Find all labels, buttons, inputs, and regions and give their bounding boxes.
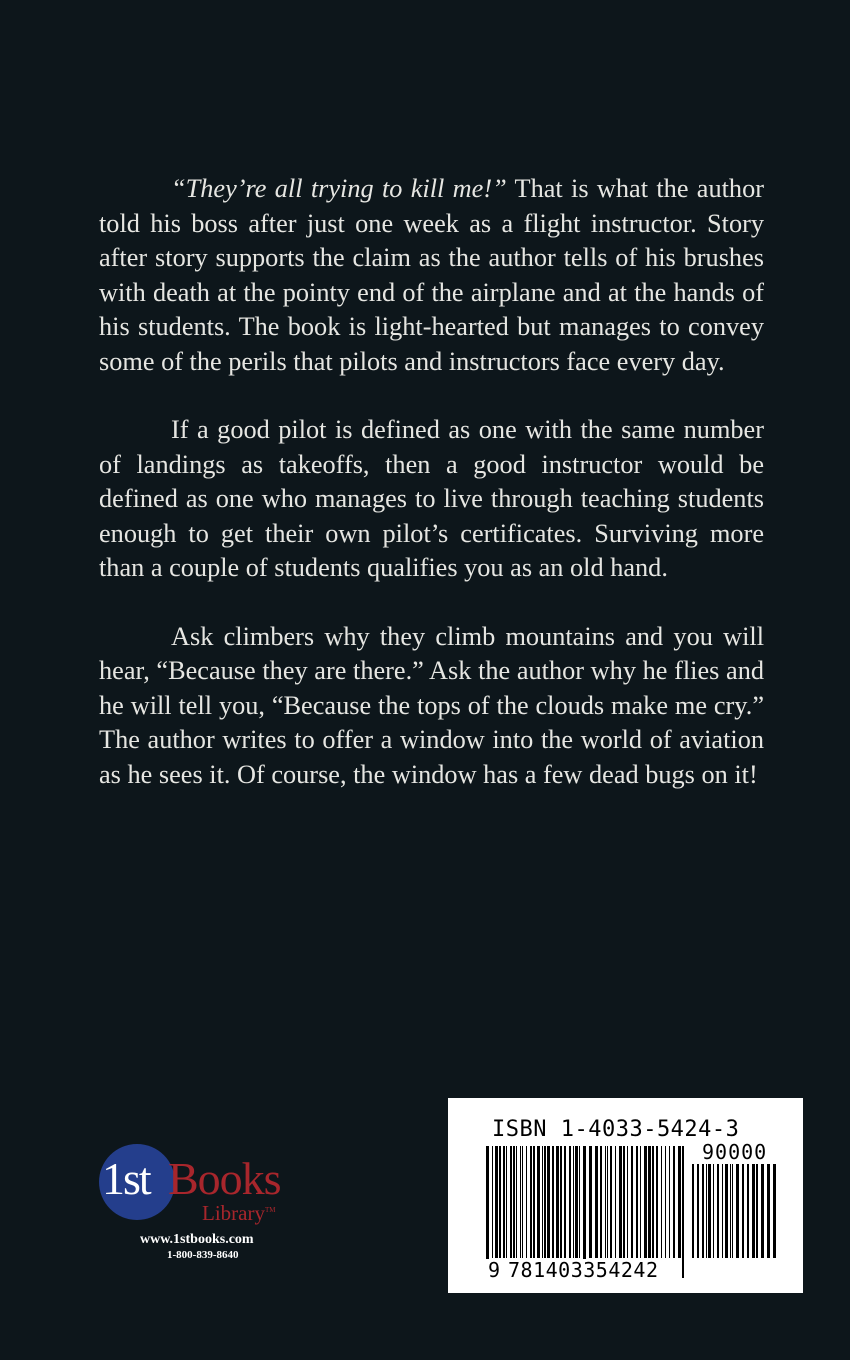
- publisher-logo-library: [202, 1198, 275, 1225]
- barcode-bar: [732, 1164, 733, 1258]
- barcode-bar: [530, 1146, 532, 1258]
- barcode-bar: [573, 1146, 574, 1258]
- back-cover-blurb: [99, 172, 764, 826]
- blurb-opening-quote: “They’re all trying to kill me!”: [171, 174, 507, 203]
- barcode-bar: [673, 1146, 675, 1258]
- barcode-bar: [761, 1164, 764, 1258]
- barcode-bar: [575, 1146, 578, 1258]
- barcode-bar: [747, 1164, 749, 1258]
- barcode-bar: [610, 1146, 612, 1258]
- publisher-logo-library-text: Library: [202, 1201, 265, 1225]
- blurb-paragraph-3: Ask climbers why they climb mountains and you will hear, “Because they are there.” Ask the author why he flies and he will tell you, “Because the tops of the clouds make me cry.” The author writes to offer a window into the world of aviation as he sees it. Of course, the window has a few dead bugs on it!: [99, 621, 764, 789]
- barcode-bar: [623, 1146, 625, 1258]
- barcode-bar: [522, 1146, 523, 1258]
- barcode-bar: [669, 1146, 670, 1258]
- barcode-bar: [547, 1146, 550, 1258]
- barcode-bar: [499, 1146, 501, 1258]
- blurb-paragraph-1: [99, 172, 764, 379]
- barcode-bar: [607, 1146, 608, 1258]
- barcode-bar: [516, 1146, 517, 1258]
- barcode-bar: [717, 1164, 719, 1258]
- barcode-bar: [644, 1146, 647, 1258]
- barcode-bar: [579, 1146, 580, 1258]
- publisher-logo: [94, 1142, 314, 1272]
- barcode-bar: [569, 1146, 571, 1258]
- barcode-bar: [640, 1146, 641, 1258]
- barcode-bar: [656, 1146, 658, 1258]
- barcode-bar: [544, 1146, 546, 1258]
- barcode-bar: [706, 1164, 707, 1258]
- barcode-bar: [773, 1164, 776, 1258]
- barcode-bar: [678, 1146, 681, 1258]
- barcode-addon-digits: 90000: [702, 1140, 768, 1164]
- barcode-bar: [708, 1164, 711, 1258]
- barcode-bar: [495, 1146, 498, 1258]
- trademark-mark: TM: [264, 1206, 276, 1214]
- barcode-bar: [564, 1146, 566, 1258]
- ean-digits: 781403354242: [508, 1258, 659, 1282]
- barcode-bar: [702, 1164, 704, 1258]
- barcode-bar: [605, 1146, 606, 1258]
- barcode-bar: [520, 1146, 521, 1258]
- barcode-bar: [533, 1146, 535, 1258]
- barcode-bar: [619, 1146, 622, 1258]
- publisher-logo-1st: 1st: [102, 1153, 150, 1204]
- barcode-bar: [652, 1146, 654, 1258]
- barcode-bar: [537, 1146, 540, 1258]
- barcode-bar: [556, 1146, 559, 1258]
- barcode-bar: [756, 1164, 758, 1258]
- barcode-bar: [510, 1146, 512, 1258]
- barcode-bar: [631, 1146, 633, 1258]
- barcode-bar: [503, 1146, 505, 1258]
- barcode-bar: [627, 1146, 628, 1258]
- isbn-label: ISBN 1-4033-5424-3: [492, 1117, 740, 1142]
- barcode-bar: [636, 1146, 638, 1258]
- barcode-bar: [725, 1164, 728, 1258]
- barcode-bar: [736, 1164, 739, 1258]
- barcode-bar: [730, 1164, 731, 1258]
- barcode-bar: [595, 1146, 598, 1258]
- blurb-paragraph-1-text: That is what the author told his boss after just one week as a flight instructor. Story after story supports the claim as the author tells of his brushes with death at the pointy end of the airplane and at the hands of his students. The book is light-hearted but manages to convey some of the perils that pilots and instructors face every day.: [99, 174, 764, 376]
- barcode-bar: [665, 1146, 666, 1258]
- barcode-bar: [742, 1164, 744, 1258]
- publisher-logo-books: Books: [168, 1153, 281, 1204]
- barcode-bar: [513, 1146, 515, 1258]
- barcode-bar: [600, 1146, 602, 1258]
- barcode-bar: [506, 1146, 507, 1258]
- barcode-bar: [722, 1164, 723, 1258]
- barcode-bar: [713, 1164, 714, 1258]
- barcode-bar: [752, 1164, 755, 1258]
- barcode-bar: [615, 1146, 616, 1258]
- ean-first-digit: 9: [488, 1258, 501, 1282]
- blurb-paragraph-2: If a good pilot is defined as one with the same number of landings as takeoffs, then a good instructor would be defined as one who manages to live through teaching students enough to get their own pilot’s certificates. Surviving more than a couple of students qualifies you as an old hand.: [99, 415, 764, 582]
- barcode-bar: [552, 1146, 554, 1258]
- barcode-bar: [697, 1164, 699, 1258]
- isbn-barcode-panel: [448, 1098, 803, 1293]
- barcode-bar: [682, 1146, 684, 1278]
- barcode-bar: [589, 1146, 592, 1258]
- addon-barcode-graphic: [692, 1164, 778, 1278]
- publisher-phone: 1-800-839-8640: [167, 1249, 239, 1261]
- barcode-bar: [526, 1146, 527, 1258]
- barcode-bar: [767, 1164, 770, 1258]
- barcode-bar: [492, 1146, 493, 1258]
- addon-barcode-bars: [692, 1164, 778, 1278]
- barcode-bar: [692, 1164, 694, 1258]
- barcode-bar: [661, 1146, 662, 1258]
- barcode-bar: [560, 1146, 562, 1258]
- publisher-website: www.1stbooks.com: [140, 1232, 254, 1247]
- barcode-bar: [542, 1146, 543, 1258]
- barcode-bar: [648, 1146, 651, 1258]
